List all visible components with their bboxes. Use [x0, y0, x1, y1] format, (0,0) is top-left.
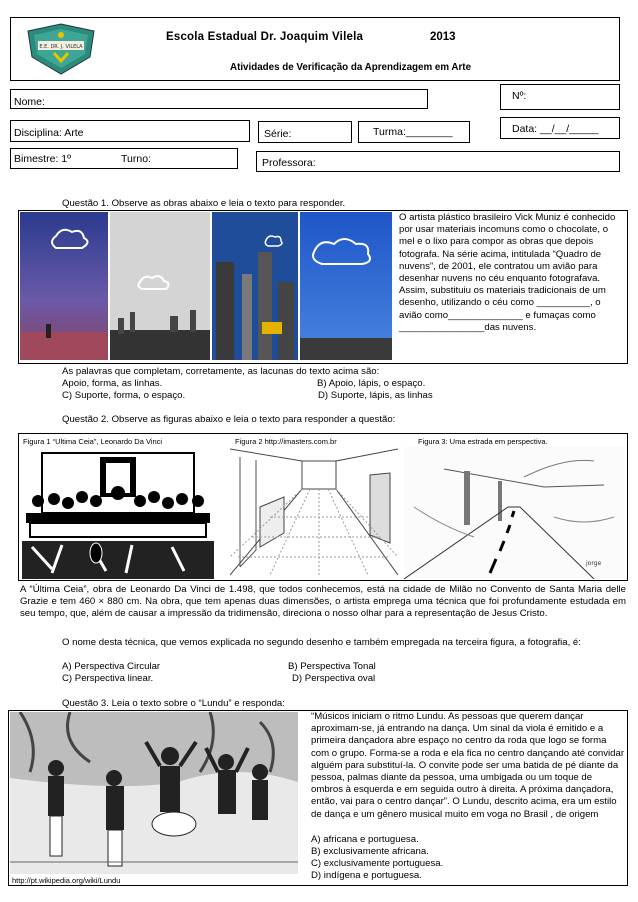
q2-title: Questão 2. Observe as figuras abaixo e leia o texto para responder a questão:	[62, 414, 396, 425]
fig1-caption: Figura 1 “Ultima Ceia”, Leonardo Da Vinci	[23, 437, 163, 446]
q1-title: Questão 1. Observe as obras abaixo e leia o texto para responder.	[62, 198, 346, 209]
teacher-field[interactable]: Professora:	[256, 151, 620, 172]
term-field: Bimestre: 1º Turno:	[10, 148, 238, 169]
cloud-photo-2	[110, 212, 210, 360]
school-name: Escola Estadual Dr. Joaquim Vilela	[166, 31, 364, 43]
svg-text:jorge: jorge	[586, 560, 602, 567]
q2-text: A “Última Ceia”, obra de Leonardo Da Vinci de 1.498, que todos conhecemos, está na cidade de Milão no Convento de Santa Maria delle Grazie e tem 460 × 880 cm. Na obra, que tem apenas duas dimensões, o artista emprega uma técnica que foi profundamente estudada em seu tempo, que, além de causar a impressão da tridimensão, direciona o nosso olhar para a representação de Jesus Cristo.	[20, 584, 626, 620]
cloud-photo-4	[300, 212, 392, 360]
series-field[interactable]: Série:	[258, 121, 352, 143]
q1-option-b[interactable]: B) Apoio, lápis, o espaço.	[317, 378, 426, 389]
year: 2013	[430, 31, 456, 43]
lundu-image	[10, 712, 298, 874]
q1-option-a[interactable]: Apoio, forma, as linhas.	[62, 378, 163, 389]
subject-field: Disciplina: Arte	[10, 120, 250, 142]
svg-text:E.E. DR. J. VILELA: E.E. DR. J. VILELA	[39, 44, 83, 50]
number-field[interactable]: Nº:	[500, 84, 620, 110]
class-field[interactable]: Turma:________	[358, 121, 470, 143]
q3-option-d[interactable]: D) indígena e portuguesa.	[311, 870, 422, 881]
q2-option-a[interactable]: A) Perspectiva Circular	[62, 661, 161, 672]
school-crest	[24, 21, 98, 77]
q3-option-b[interactable]: B) exclusivamente africana.	[311, 846, 429, 857]
q3-option-a[interactable]: A) africana e portuguesa.	[311, 834, 419, 845]
q2-option-c[interactable]: C) Perspectiva linear.	[62, 673, 154, 684]
q3-title: Questão 3. Leia o texto sobre o “Lundu” e responda:	[62, 698, 285, 709]
q3-text: “Músicos iniciam o ritmo Lundu. As pessoas que querem dançar aproximam-se, já entrando na dança. Um sinal da viola é emitido e a primeira dançadora abre espaço no centro da roda que logo se forma com o grupo. Forma-se a roda e ela fica no centro dançando até convidar alguém para substituí-la. O convite pode ser uma batida de pé diante da pessoa, palmas diante da pessoa, uma umbigada ou um toque de ombros à esquerda e em seguida outro à direita. A próxima dançadora, então, vai para o centro dançar”. O Lundu, descrito acima, era um estilo de dança e um gênero musical muito em voga no Brasil , de origem	[311, 711, 625, 820]
q1-option-c[interactable]: C) Suporte, forma, o espaço.	[62, 390, 186, 401]
road-drawing	[404, 447, 624, 579]
date-field[interactable]: Data: __/__/_____	[500, 117, 620, 139]
cloud-photo-3	[212, 212, 298, 360]
perspective-drawing	[230, 447, 398, 579]
fig3-caption: Figura 3: Uma estrada em perspectiva.	[418, 437, 548, 446]
q1-text: O artista plástico brasileiro Vick Muniz é conhecido por usar materiais incomuns como o chocolate, o mel e o lixo para compor as obras que depois fotografa. Na série acima, intitulada “Quadro de nuvens”, de 2001, ele contratou um avião para desenhar nuvens no céu enquanto fotografava. Assim, substituiu os materiais tradicionais de um desenho, utilizando o céu como __________, o avião como______________ e fumaças como ________________das nuvens.	[399, 212, 616, 333]
cloud-photo-1	[20, 212, 108, 360]
q1-question: As palavras que completam, corretamente, as lacunas do texto acima são:	[62, 366, 380, 377]
q3-option-c[interactable]: C) exclusivamente portuguesa.	[311, 858, 444, 869]
subtitle: Atividades de Verificação da Aprendizagem em Arte	[230, 62, 472, 73]
lundu-source[interactable]: http://pt.wikipedia.org/wiki/Lundu	[12, 876, 121, 885]
q2-option-d[interactable]: D) Perspectiva oval	[292, 673, 376, 684]
name-field[interactable]: Nome:	[10, 89, 428, 109]
last-supper-image	[22, 447, 214, 579]
fig2-caption: Figura 2 http://imasters.com.br	[235, 437, 337, 446]
q2-option-b[interactable]: B) Perspectiva Tonal	[288, 661, 376, 672]
q1-option-d[interactable]: D) Suporte, lápis, as linhas	[318, 390, 433, 401]
q2-question: O nome desta técnica, que vemos explicada no segundo desenho e também empregada na terceira figura, a fotografia, é:	[62, 637, 581, 648]
